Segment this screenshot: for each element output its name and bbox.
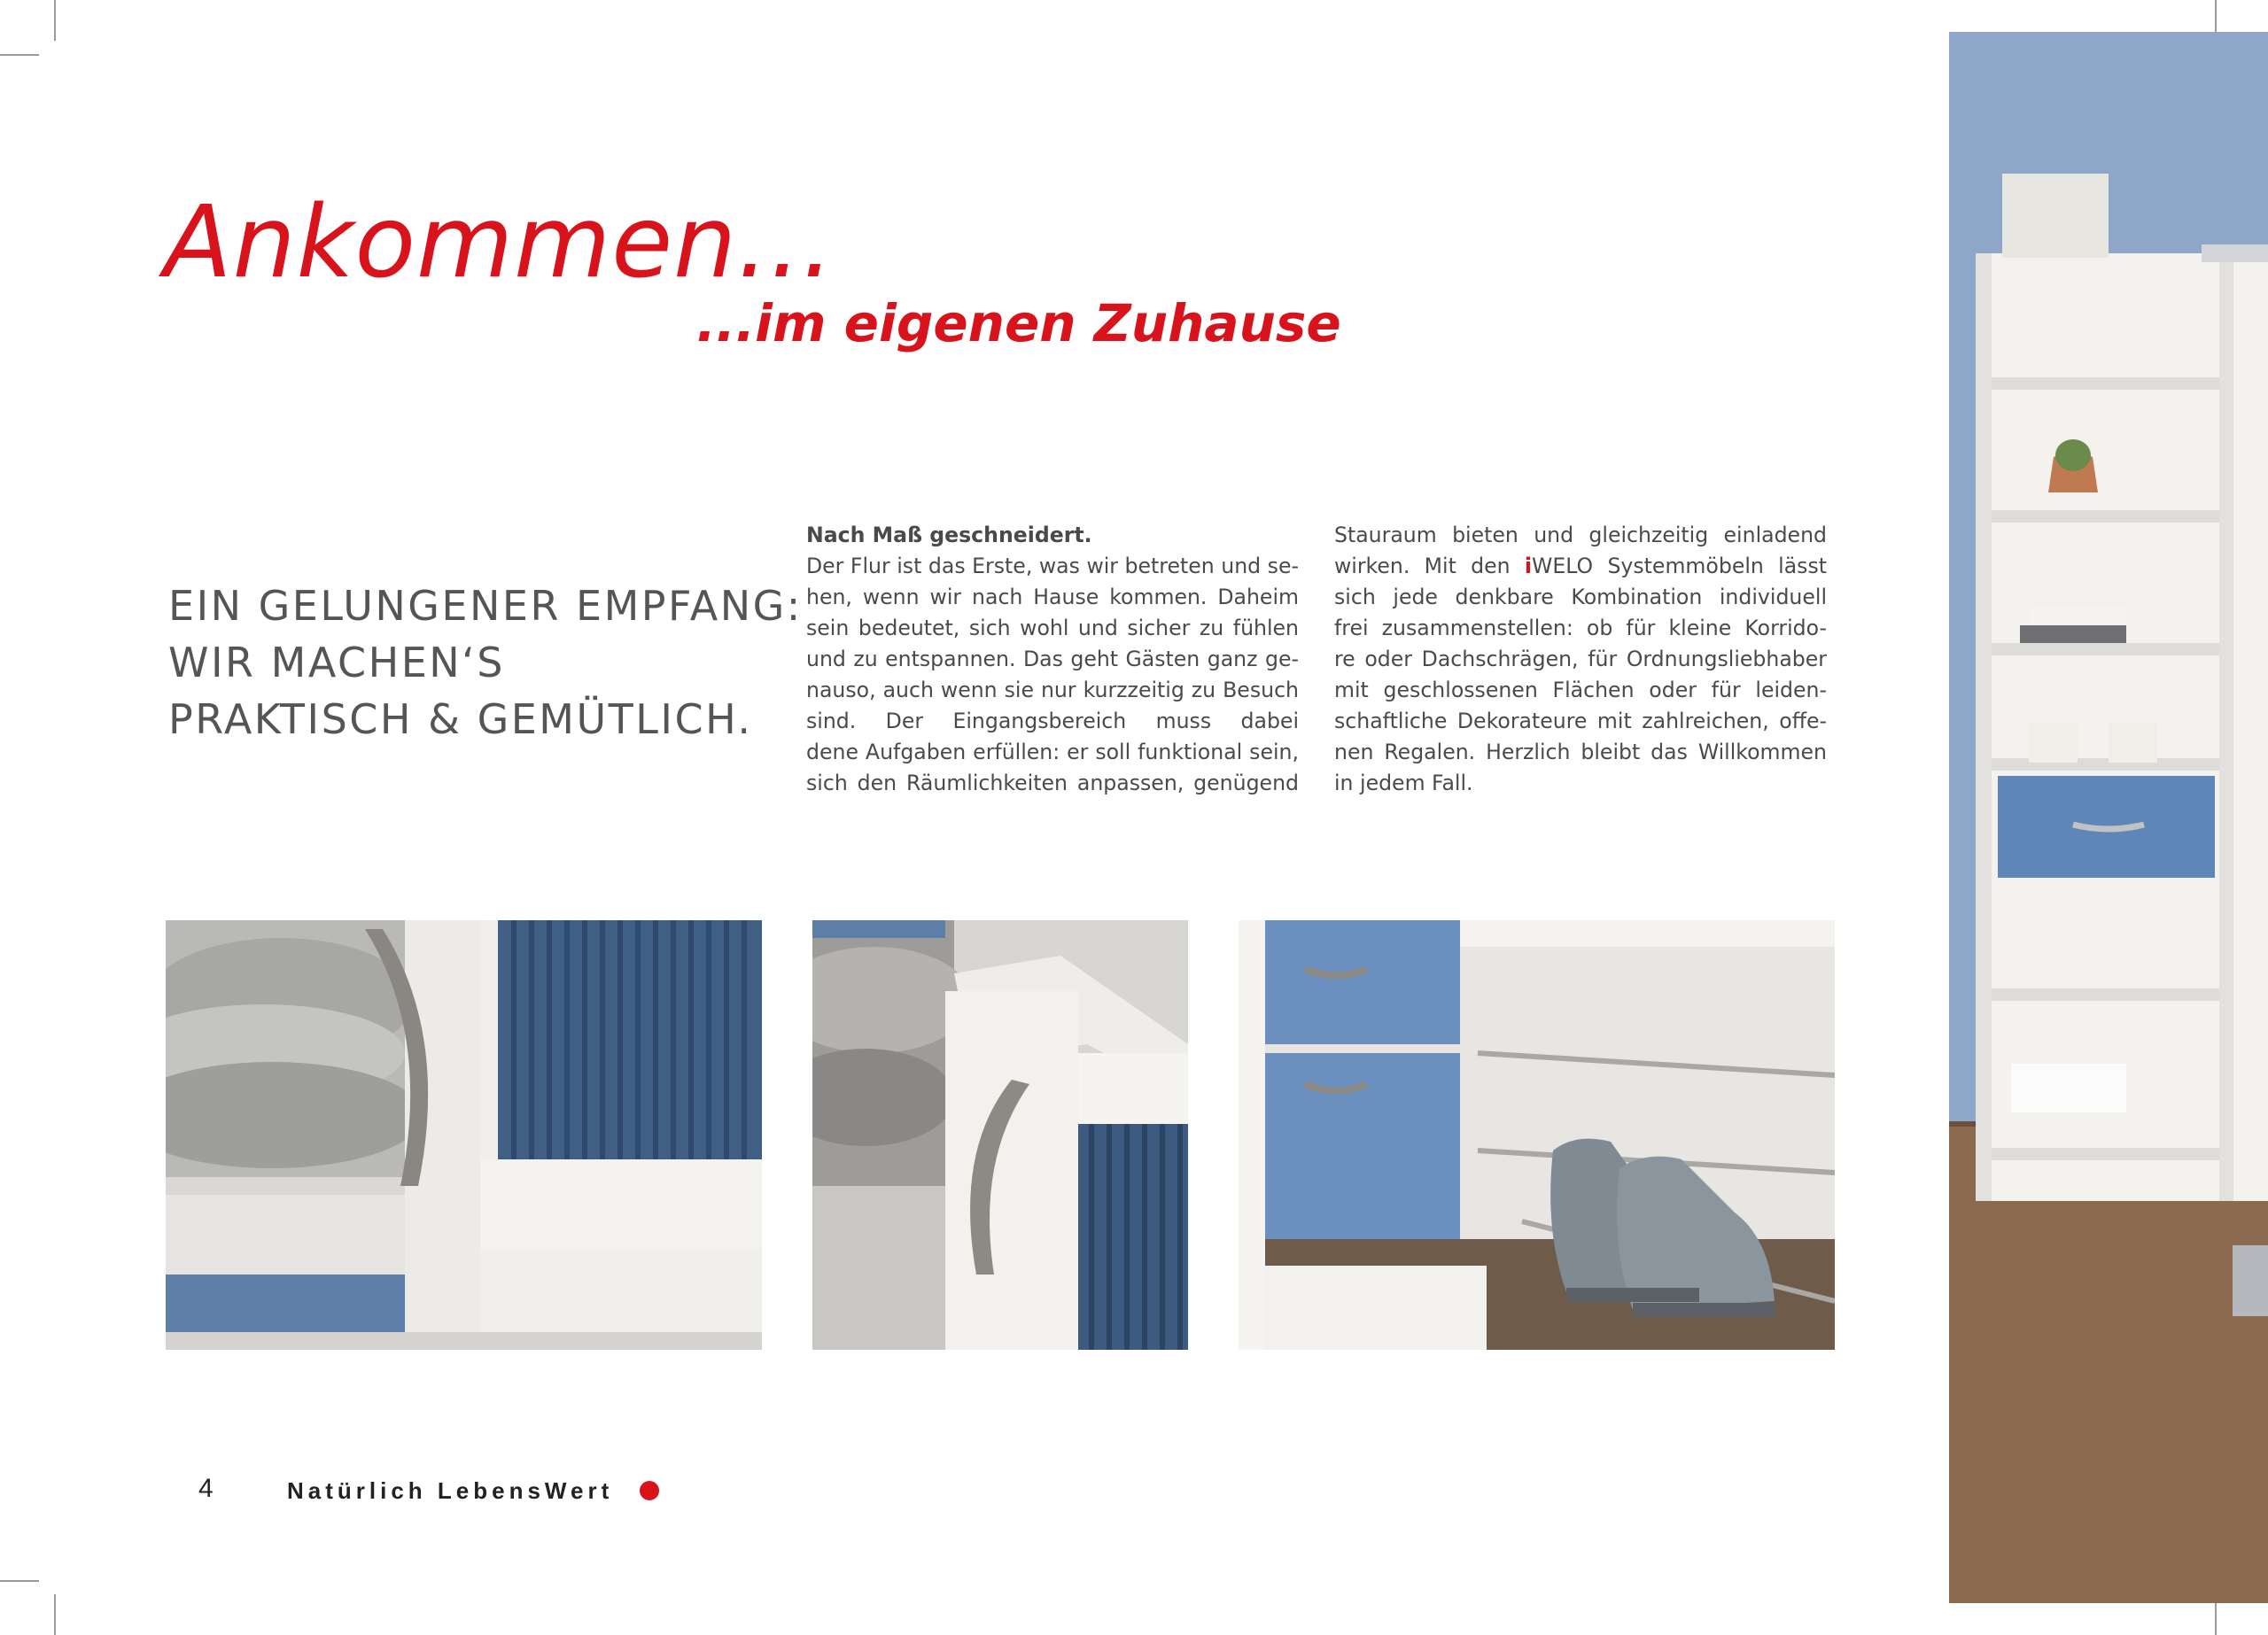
crop-mark <box>54 0 56 41</box>
body-line: nen Regalen. Herzlich bleibt das Willkommen <box>1334 740 1827 764</box>
claim-block <box>168 577 803 748</box>
claim-line: WIR MACHEN‘S <box>168 639 505 686</box>
photo-shelving-room <box>1949 32 2268 1603</box>
body-column-2 <box>1334 520 1827 799</box>
body-line: sind. Der Eingangsbereich muss dabei <box>806 709 1299 733</box>
body-line: mit geschlossenen Flächen oder für leiden- <box>1334 678 1827 702</box>
crop-mark <box>0 1580 39 1582</box>
body-line: re oder Dachschrägen, für Ordnungsliebhaber <box>1334 647 1827 671</box>
photo-shoe-rack <box>1239 920 1835 1350</box>
body-line: in jedem Fall. <box>1334 771 1473 795</box>
page-number: 4 <box>198 1474 214 1503</box>
body-line: Stauraum bieten und gleichzeitig einladend <box>1334 523 1827 547</box>
page-subtitle: ...im eigenen Zuhause <box>696 293 1341 353</box>
brand-pre: wirken. Mit den <box>1334 554 1525 578</box>
body-line-brand <box>1334 551 1827 582</box>
body-line: sich jede denkbare Kombination individuell <box>1334 585 1827 609</box>
claim-line: PRAKTISCH & GEMÜTLICH. <box>168 695 753 743</box>
crop-mark <box>54 1594 56 1635</box>
body-line: frei zusammenstellen: ob für kleine Korrido- <box>1334 616 1827 640</box>
body-line: sich den Räumlichkeiten anpassen, genügend <box>806 771 1299 795</box>
body-line: und zu entspannen. Das geht Gästen ganz ge- <box>806 647 1299 671</box>
claim-line: EIN GELUNGENER EMPFANG: <box>168 582 803 630</box>
footer-brand: Natürlich LebensWert <box>287 1477 614 1504</box>
crop-mark <box>0 54 39 56</box>
photo-corner-detail <box>812 920 1188 1350</box>
photo-door-handle-closeup <box>166 920 762 1350</box>
body-column-1 <box>806 520 1299 799</box>
brand-dot-icon <box>640 1481 659 1500</box>
page-title: Ankommen... <box>164 185 835 300</box>
body-line: sein bedeutet, sich wohl und sicher zu fühlen <box>806 616 1299 640</box>
body-line: dene Aufgaben erfüllen: er soll funktional sein, <box>806 740 1299 764</box>
body-line: hen, wenn wir nach Hause kommen. Daheim <box>806 585 1299 609</box>
body-heading: Nach Maß geschneidert. <box>806 523 1092 547</box>
brand-i: i <box>1524 554 1533 578</box>
body-line: Der Flur ist das Erste, was wir betreten und se- <box>806 554 1299 578</box>
body-line: nauso, auch wenn sie nur kurzzeitig zu Besuch <box>806 678 1299 702</box>
brand-post: WELO Systemmöbeln lässt <box>1532 554 1827 578</box>
body-line: schaftliche Dekorateure mit zahlreichen, offe- <box>1334 709 1827 733</box>
